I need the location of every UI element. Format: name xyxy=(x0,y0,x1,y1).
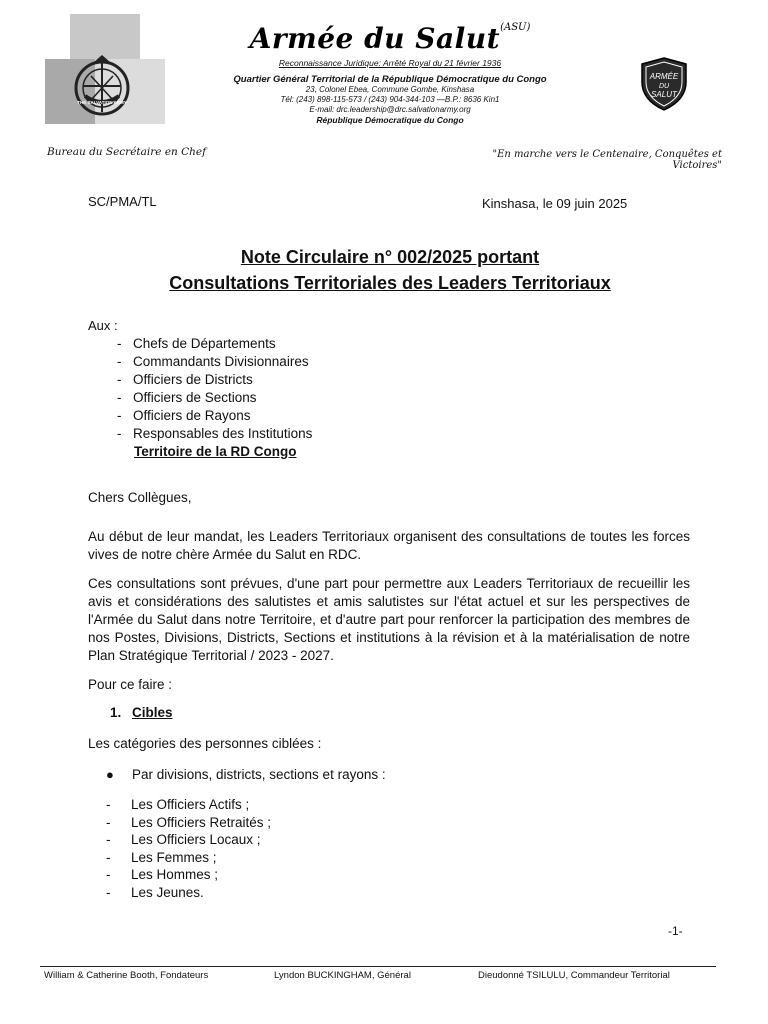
letter-date: Kinshasa, le 09 juin 2025 xyxy=(482,196,628,211)
territory-label: Territoire de la RD Congo xyxy=(134,444,297,459)
footer-commander: Dieudonné TSILULU, Commandeur Territorial xyxy=(478,970,670,981)
reference-code: SC/PMA/TL xyxy=(88,194,157,209)
cibles-list xyxy=(106,796,271,901)
recipients-label: Aux : xyxy=(88,318,118,333)
section-title: Cibles xyxy=(132,705,173,720)
shield-word-3: SALUT xyxy=(651,90,677,99)
footer-general: Lyndon BUCKINGHAM, Général xyxy=(274,970,411,981)
title-line-2: Consultations Territoriales des Leaders Territoriaux xyxy=(169,273,611,293)
bullet-item xyxy=(106,767,386,782)
brand-name: Armée du Salut xyxy=(249,22,501,55)
legal-recognition: Reconnaissance Juridique: Arrêté Royal du 21 février 1936 xyxy=(278,58,502,68)
document-title xyxy=(70,244,710,296)
cibles-intro: Les catégories des personnes ciblées : xyxy=(88,736,322,751)
list-item: - Les Hommes ; xyxy=(106,866,271,884)
section-heading-cibles xyxy=(110,705,173,720)
section-number: 1. xyxy=(110,705,122,720)
shield-word-2: DU xyxy=(658,83,670,90)
paragraph-1: Au début de leur mandat, les Leaders Territoriaux organisent des consultations de toutes les forces vives de notre chère Armée du Salut en RDC. xyxy=(88,529,690,562)
headquarters-name: Quartier Général Territorial de la République Démocratique du Congo xyxy=(233,74,547,85)
list-item: - Officiers de Sections xyxy=(117,389,312,407)
recipients-list xyxy=(117,335,312,443)
paragraph-2: Ces consultations sont prévues, d'une part pour permettre aux Leaders Territoriaux de recueillir les avis et considérations des salutistes et amis salutistes sur l'état actuel et sur les perspectives de l'Armée du Salut dans notre Territoire, et d'autre part pour renforcer la participation des membres de nos Postes, Divisions, Districts, Sections et institutions à la révision et à la matérialisation de notre Plan Stratégique Territorial / 2023 - 2027. xyxy=(88,576,690,663)
salvation-army-crest-logo xyxy=(45,14,165,124)
motto: "En marche vers le Centenaire, Conquêtes et Victoires" xyxy=(492,149,722,171)
brand-suffix: (ASU) xyxy=(500,22,531,33)
bullet-text: Par divisions, districts, sections et rayons : xyxy=(132,767,386,782)
crest-text: THE SALVATION ARMY xyxy=(77,100,127,105)
list-item: - Officiers de Districts xyxy=(117,371,312,389)
country: République Démocratique du Congo xyxy=(316,115,464,125)
phone: Tél: (243) 898-115-573 / (243) 904-344-103 —B.P.: 8636 Kin1 xyxy=(280,95,500,104)
red-shield-icon xyxy=(638,56,690,112)
list-item: - Officiers de Rayons xyxy=(117,407,312,425)
title-line-1: Note Circulaire n° 002/2025 portant xyxy=(240,247,540,267)
bullet-icon: ● xyxy=(106,767,114,782)
page-number: -1- xyxy=(668,924,683,938)
address: 23, Colonel Ebea, Commune Gombe, Kinshasa xyxy=(305,85,475,94)
brand-title xyxy=(240,22,540,55)
list-item: - Les Officiers Actifs ; xyxy=(106,796,271,814)
email: E-mail: drc.leadership@drc.salvationarmy.org xyxy=(309,105,471,114)
letterhead-address xyxy=(180,58,600,126)
crest-icon xyxy=(67,52,137,120)
list-item: - Les Officiers Retraités ; xyxy=(106,814,271,832)
list-item: - Chefs de Départements xyxy=(117,335,312,353)
footer-founders: William & Catherine Booth, Fondateurs xyxy=(44,970,209,981)
footer-divider xyxy=(40,966,716,967)
list-item: - Commandants Divisionnaires xyxy=(117,353,312,371)
list-item: - Les Femmes ; xyxy=(106,849,271,867)
bureau-label: Bureau du Secrétaire en Chef xyxy=(47,146,207,158)
list-item: - Les Jeunes. xyxy=(106,884,271,902)
list-item: - Les Officiers Locaux ; xyxy=(106,831,271,849)
shield-word-1: ARMÉE xyxy=(649,72,679,81)
list-item: - Responsables des Institutions xyxy=(117,425,312,443)
salutation: Chers Collègues, xyxy=(88,490,192,505)
paragraph-3: Pour ce faire : xyxy=(88,677,173,692)
